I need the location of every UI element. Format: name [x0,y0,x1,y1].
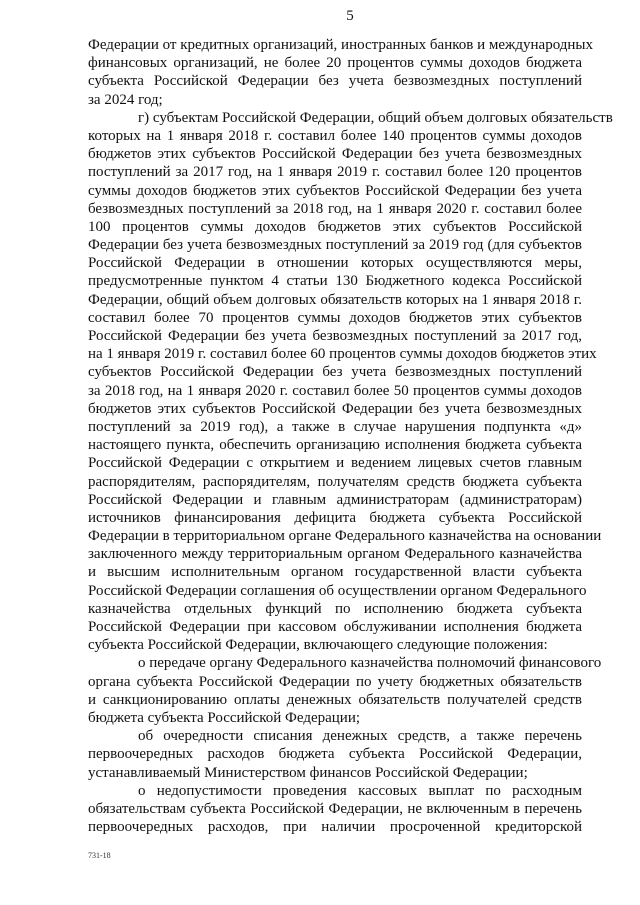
text-line: которых на 1 января 2018 г. составил более 140 процентов суммы доходов [88,127,582,144]
text-line: о недопустимости проведения кассовых выплат по расходным [138,782,582,799]
text-line: заключенного между территориальным органом Федерального казначейства [88,546,582,563]
text-line: за 2018 год, на 1 января 2020 г. составил более 50 процентов суммы доходов [88,382,582,399]
text-line: органа субъекта Российской Федерации по учету бюджетных обязательств [88,673,582,690]
paragraph [88,36,593,109]
text-line: Федерации в территориальном органе Федерального казначейства на основании [88,528,602,545]
document-body [88,36,613,836]
text-line: Российской Федерации с открытием и ведением лицевых счетов главным [88,455,582,472]
text-line: г) субъектам Российской Федерации, общий объем долговых обязательств [138,109,613,126]
text-line: бюджетов этих субъектов Российской Федерации без учета безвозмездных [88,400,582,417]
text-line: бюджетов этих субъектов Российской Федерации без учета безвозмездных [88,146,582,163]
text-line: безвозмездных поступлений за 2018 год, на 1 января 2020 г. составил более [88,200,582,217]
text-line: и высшим исполнительным органом государственной власти субъекта [88,564,582,581]
text-line: Российской Федерации при кассовом обслуживании исполнения бюджета [88,619,582,635]
text-line: субъекта Российской Федерации без учета безвозмездных поступлений [88,73,582,90]
text-line: субъекта Российской Федерации, включающего следующие положения: [88,637,548,654]
text-line: за 2024 год; [88,91,163,108]
text-line: об очередности списания денежных средств, а также перечень [138,728,582,745]
text-line: финансовых организаций, не более 20 процентов суммы доходов бюджета [88,55,582,72]
document-code: 731-18 [88,851,111,860]
text-line: Российской Федерации в отношении которых осуществляются меры, [88,255,582,272]
text-line: субъектов Российской Федерации без учета безвозмездных поступлений [88,364,582,381]
text-line: Российской Федерации соглашения об осуществлении органом Федерального [88,582,587,599]
paragraph [88,109,613,655]
page-number: 5 [346,8,354,24]
text-line: настоящего пункта, обеспечить организацию исполнения бюджета субъекта [88,437,582,454]
text-line: поступлений за 2017 год, на 1 января 2019 г. составил более 120 процентов [88,164,582,181]
text-line: предусмотренные пунктом 4 статьи 130 Бюджетного кодекса Российской [88,273,582,290]
text-line: и санкционированию оплаты денежных обязательств получателей средств [88,691,582,708]
text-line: поступлений за 2019 год), а также в случае нарушения подпункта «д» [88,418,582,435]
text-line: казначейства отдельных функций по исполнению бюджета субъекта [88,600,582,617]
text-line: о передаче органу Федерального казначейства полномочий финансового [138,655,602,672]
paragraph [88,727,582,782]
text-line: суммы доходов бюджетов этих субъектов Российской Федерации без учета [88,182,582,199]
text-line: на 1 января 2019 г. составил более 60 процентов суммы доходов бюджетов этих [88,346,597,363]
text-line: источников финансирования дефицита бюджета субъекта Российской [88,509,582,526]
text-line: бюджета субъекта Российской Федерации; [88,709,361,726]
text-line: Российской Федерации без учета безвозмездных поступлений за 2017 год, [88,328,582,344]
text-line: 100 процентов суммы доходов бюджетов этих субъектов Российской [88,218,582,235]
text-line: устанавливаемый Министерством финансов Российской Федерации; [88,764,528,781]
paragraph [88,654,602,727]
paragraph [88,782,582,837]
text-line: обязательствам субъекта Российской Федерации, не включенным в перечень [88,800,582,817]
text-line: Российской Федерации и главным администраторам (администраторам) [88,491,582,508]
text-line: Федерации без учета безвозмездных поступлений за 2019 год (для субъектов [88,237,582,254]
text-line: Федерации, общий объем долговых обязательств которых на 1 января 2018 г. [88,291,582,308]
text-line: первоочередных расходов бюджета субъекта Российской Федерации, [88,746,582,763]
text-line: составил более 70 процентов суммы доходов бюджетов этих субъектов [88,309,582,326]
text-line: Федерации от кредитных организаций, иностранных банков и международных [88,37,593,53]
text-line: первоочередных расходов, при наличии просроченной кредиторской [88,819,582,836]
text-line: распорядителям, распорядителям, получателям средств бюджета субъекта [88,473,582,490]
